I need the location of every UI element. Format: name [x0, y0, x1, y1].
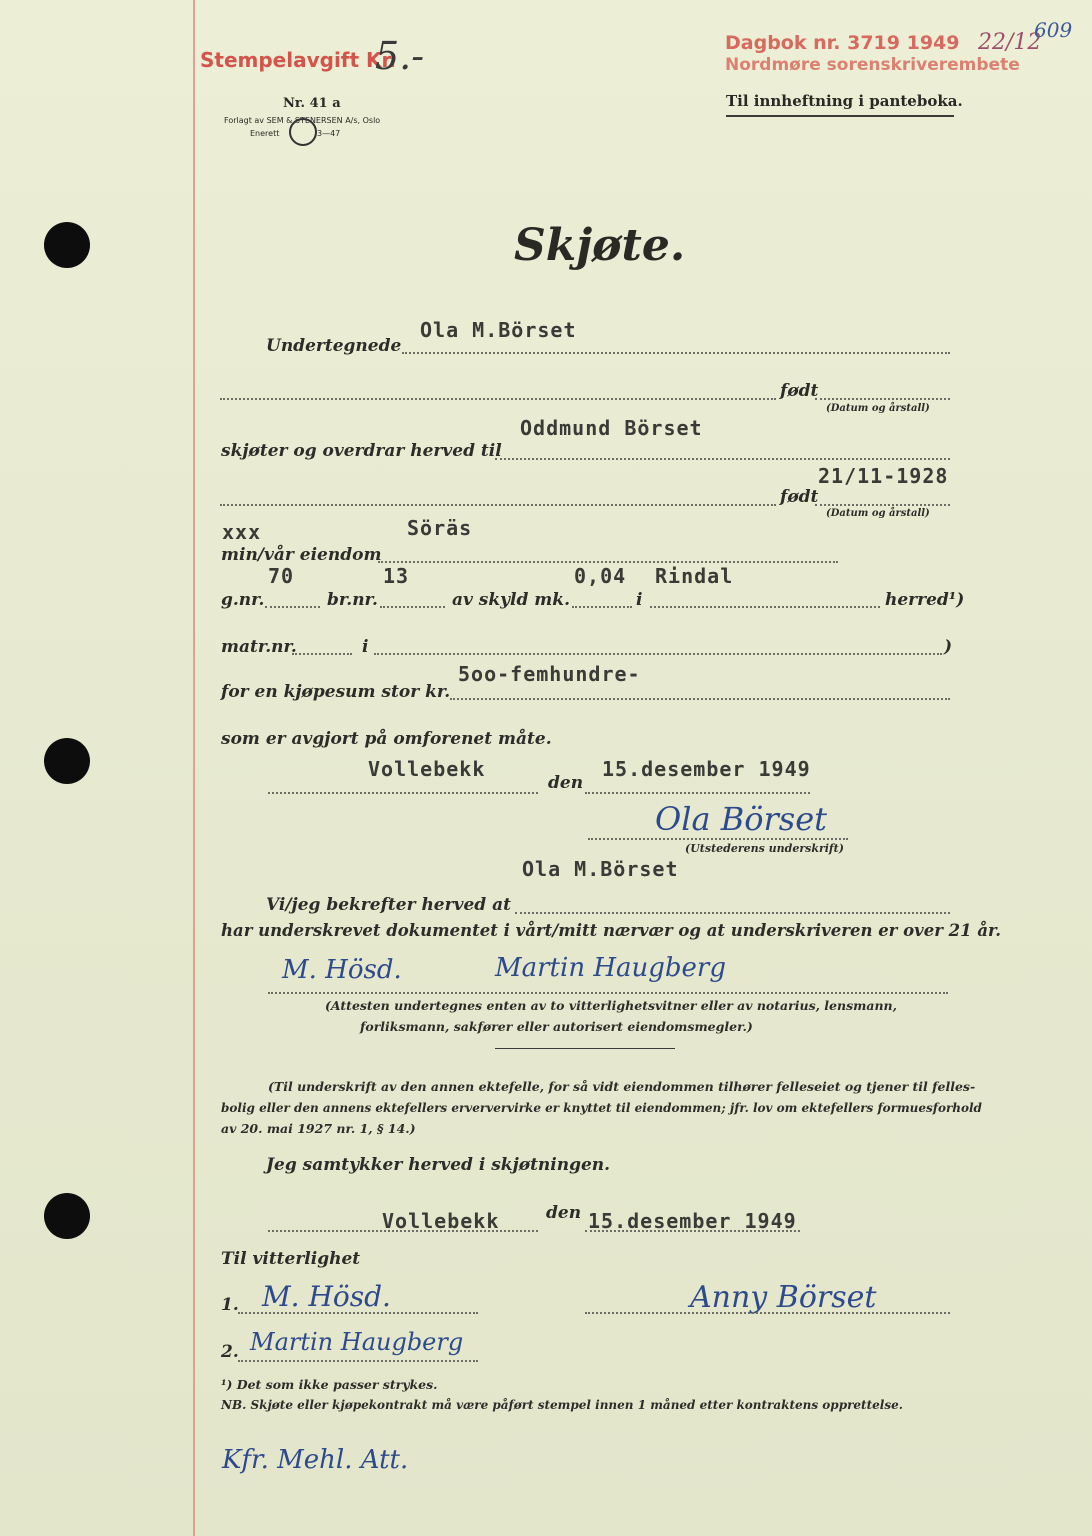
witness-statement: har underskrevet dokumentet i vårt/mitt nærvær og at underskriveren er over 21 år. [221, 921, 1001, 940]
property-line [378, 561, 838, 563]
consent-den-label: den [546, 1203, 582, 1223]
registry-date: 22/12 [978, 30, 1042, 55]
spouse-sign-line [585, 1312, 950, 1314]
matrnr-place-line [374, 653, 942, 655]
herred-i-label: i [636, 590, 643, 610]
purchase-price-line [450, 698, 950, 700]
witness2-line [238, 1360, 478, 1362]
signer-typed-name: Ola M.Börset [522, 857, 679, 881]
purpose-label: Til innheftning i panteboka. [726, 92, 963, 110]
punch-hole [44, 738, 90, 784]
property-name: Söräs [407, 516, 473, 540]
seller-line [220, 398, 776, 400]
gnr-value: 70 [268, 564, 295, 588]
witness1-line [238, 1312, 478, 1314]
buyer-line [495, 458, 950, 460]
gnr-line [265, 606, 320, 608]
property-label: min/vår eiendom [221, 545, 382, 565]
witness-sign-line [268, 992, 948, 994]
agreed-text: som er avgjort på omforenet måte. [221, 729, 552, 749]
date-line [585, 792, 810, 794]
gnr-label: g.nr. [221, 590, 265, 610]
brnr-label: br.nr. [327, 590, 378, 610]
seller-signature: Ola Börset [655, 800, 828, 838]
undertegnede-line [402, 352, 950, 354]
stamp-duty-label: Stempelavgift Kr. [200, 48, 397, 72]
publisher-code: 3—47 [317, 129, 341, 138]
separator-rule [495, 1048, 675, 1049]
skyld-value: 0,04 [574, 564, 627, 588]
margin-rule [193, 0, 195, 1536]
signing-date: 15.desember 1949 [602, 757, 811, 781]
place-line [268, 792, 538, 794]
consent-date: 15.desember 1949 [588, 1209, 797, 1233]
signature-hint: (Utstederens underskrift) [685, 842, 844, 855]
matrnr-line [292, 653, 352, 655]
witness2-signature: Martin Haugberg [250, 1328, 464, 1356]
seller-name: Ola M.Börset [420, 318, 577, 342]
witness-signature-2: Martin Haugberg [495, 953, 726, 983]
witness-intro: Vi/jeg bekrefter herved at [266, 895, 511, 915]
witness2-number: 2. [221, 1342, 239, 1362]
consent-text: Jeg samtykker herved i skjøtningen. [266, 1155, 611, 1175]
purpose-underline [726, 115, 954, 117]
herred-label: herred¹) [885, 590, 965, 610]
herred-line [650, 606, 880, 608]
spouse-note-2: bolig eller den annens ektefellers erververvirke er knyttet til eiendommen; jfr. lov om ektefellers formuesforhold [221, 1101, 982, 1115]
nb-note: NB. Skjøte eller kjøpekontrakt må være påført stempel innen 1 måned etter kontraktens opprettelse. [221, 1398, 903, 1412]
transfer-label: skjøter og overdrar herved til [221, 441, 502, 461]
page-number: 609 [1034, 18, 1073, 42]
registry-stamp-line2: Nordmøre sorenskriverembete [725, 55, 1020, 75]
consent-date-line [585, 1230, 800, 1232]
purchase-price: 5oo-femhundre- [458, 662, 641, 686]
den-label: den [548, 773, 584, 793]
witness-note-2: forliksmann, sakfører eller autorisert eiendomsmegler.) [360, 1019, 753, 1034]
witness-signature-1: M. Hösd. [282, 955, 402, 985]
brnr-line [380, 606, 445, 608]
spouse-note-1: (Til underskrift av den annen ektefelle, for så vidt eiendommen tilhører felleseiet og tjener til felles- [268, 1079, 976, 1094]
skyld-line [572, 606, 632, 608]
spouse-signature: Anny Börset [690, 1280, 877, 1315]
handwritten-reference: Kfr. Mehl. Att. [222, 1445, 409, 1475]
signing-place: Vollebekk [368, 757, 486, 781]
witness1-number: 1. [221, 1295, 239, 1315]
matrnr-i-label: i [362, 637, 369, 657]
punch-hole [44, 1193, 90, 1239]
matrnr-label: matr.nr. [221, 637, 297, 657]
buyer-name: Oddmund Börset [520, 416, 703, 440]
registry-stamp-line1: Dagbok nr. 3719 1949 [725, 32, 960, 54]
footnote: ¹) Det som ikke passer strykes. [221, 1377, 438, 1392]
seller-born-label: født [780, 381, 819, 401]
buyer-extra-line [220, 504, 776, 506]
buyer-born-date: 21/11-1928 [818, 464, 949, 488]
property-prefix: xxx [222, 520, 262, 544]
witness-note-1: (Attesten undertegnes enten av to vitterlighetsvitner eller av notarius, lensmann, [325, 998, 897, 1013]
datum-hint-2: (Datum og årstall) [826, 508, 930, 519]
consent-place: Vollebekk [382, 1209, 500, 1233]
skyld-label: av skyld mk. [452, 590, 570, 610]
publisher-line2: Enerett [250, 129, 280, 138]
consent-place-line [268, 1230, 538, 1232]
document-title: Skjøte. [514, 220, 686, 271]
form-number: Nr. 41 a [283, 96, 341, 111]
publisher-logo-icon [289, 118, 317, 146]
brnr-value: 13 [383, 564, 410, 588]
punch-hole [44, 222, 90, 268]
undertegnede-label: Undertegnede [266, 336, 402, 356]
spouse-note-3: av 20. mai 1927 nr. 1, § 14.) [221, 1121, 416, 1136]
witness-heading: Til vitterlighet [221, 1249, 361, 1269]
witness1-signature: M. Hösd. [262, 1280, 391, 1313]
herred-value: Rindal [655, 564, 734, 588]
datum-hint: (Datum og årstall) [826, 403, 930, 414]
stamp-duty-value: 5.- [375, 34, 425, 78]
paren-close: ) [944, 637, 953, 657]
purchase-price-label: for en kjøpesum stor kr. [221, 682, 451, 702]
publisher-line1: Forlagt av SEM & STENERSEN A/s, Oslo [224, 116, 381, 125]
buyer-born-label: født [780, 487, 819, 507]
witness-intro-line [515, 912, 950, 914]
